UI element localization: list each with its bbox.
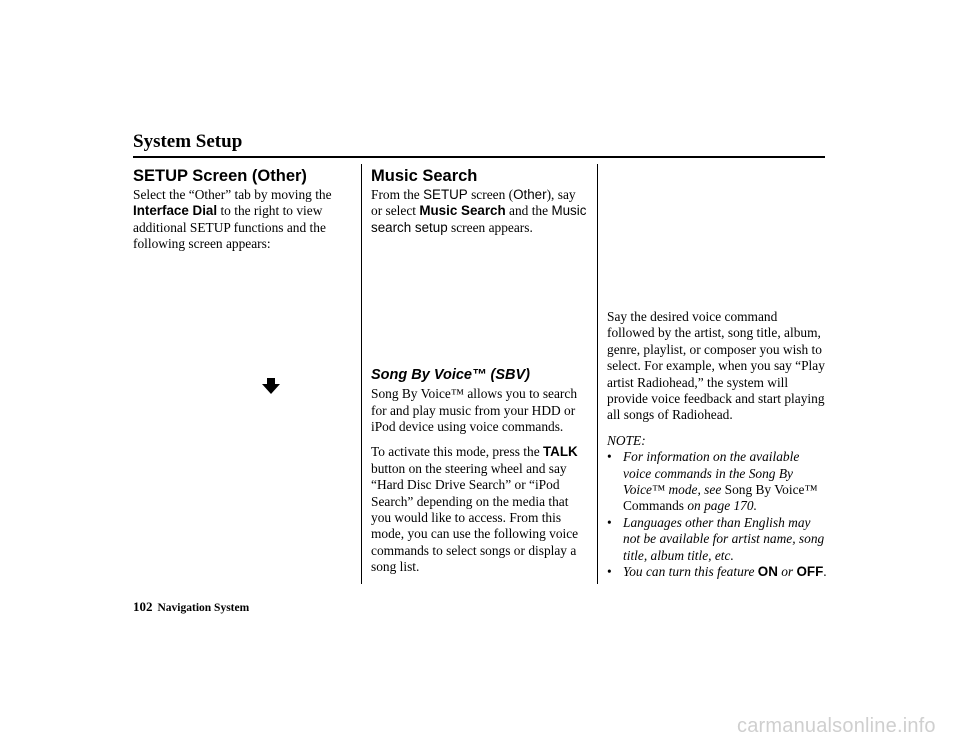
column-divider-1 bbox=[361, 164, 362, 584]
music-search-paragraph bbox=[371, 187, 589, 236]
screen-image-placeholder bbox=[371, 236, 589, 366]
bullet: • bbox=[607, 564, 612, 580]
text-run: screen ( bbox=[467, 187, 514, 202]
text-run: button on the steering wheel and say “Hard Disc Drive Search” or “iPod Search” depending on the media that you would like to access. From this mode, you can use the following voice commands to select songs or display a song list. bbox=[371, 460, 579, 575]
setup-other-paragraph bbox=[133, 187, 345, 253]
voice-command-paragraph: Say the desired voice command followed by the artist, song title, album, genre, playlist, or composer you wish to select. For example, when you say “Play artist Radiohead,” the system will provide voice feedback and start playing all songs of Radiohead. bbox=[607, 309, 825, 423]
note-label: NOTE: bbox=[607, 432, 646, 448]
text-run: You can turn this feature bbox=[623, 564, 758, 580]
interface-dial-label: Interface Dial bbox=[133, 203, 218, 219]
note-list bbox=[607, 449, 827, 580]
text-run: or bbox=[777, 564, 797, 580]
text-run: on page 170. bbox=[684, 498, 757, 514]
talk-button-label: TALK bbox=[542, 444, 578, 460]
music-search-setup-label: Music search setup bbox=[371, 203, 587, 235]
section-heading-setup-other: SETUP Screen (Other) bbox=[133, 167, 307, 185]
header-rule bbox=[133, 156, 825, 158]
setup-label: SETUP bbox=[423, 187, 468, 202]
footer-label: Navigation System bbox=[157, 602, 250, 614]
text-run: ), say or select bbox=[371, 187, 576, 219]
other-label: Other bbox=[513, 187, 547, 202]
column-music-search bbox=[371, 166, 589, 576]
note-item bbox=[607, 449, 827, 515]
subheading-song-by-voice: Song By Voice™ (SBV) bbox=[371, 367, 530, 384]
sbv-activate-paragraph bbox=[371, 444, 589, 575]
text-run: For information on the available voice commands in the Song By Voice™ mode, see bbox=[623, 449, 800, 498]
column-voice-command bbox=[607, 309, 827, 581]
sbv-intro-paragraph: Song By Voice™ allows you to search for and play music from your HDD or iPod device using voice commands. bbox=[371, 386, 578, 435]
text-run: To activate this mode, press the bbox=[371, 444, 543, 460]
page-title: System Setup bbox=[133, 131, 243, 152]
off-label: OFF bbox=[796, 564, 824, 580]
page-number: 102 bbox=[133, 599, 153, 614]
text-run: to the right to view additional SETUP functions and the following screen appears: bbox=[133, 203, 326, 252]
text-run: From the bbox=[371, 187, 424, 202]
bullet: • bbox=[607, 449, 612, 465]
column-setup-other bbox=[133, 166, 345, 253]
column-divider-2 bbox=[597, 164, 598, 584]
on-label: ON bbox=[757, 564, 778, 580]
bullet: • bbox=[607, 514, 612, 530]
music-search-label: Music Search bbox=[419, 203, 506, 219]
text-run: Languages other than English may not be available for artist name, song title, album title, etc. bbox=[623, 514, 825, 563]
text-run: and the bbox=[505, 203, 552, 219]
section-heading-music-search: Music Search bbox=[371, 167, 478, 185]
text-run: Select the “Other” tab by moving the bbox=[133, 187, 332, 202]
text-run: screen appears. bbox=[447, 219, 533, 235]
page-reference-link: Song By Voice™ Commands bbox=[623, 482, 818, 514]
text-run: . bbox=[823, 564, 827, 580]
arrow-down-icon bbox=[262, 378, 280, 394]
note-item bbox=[607, 515, 827, 564]
note-item bbox=[607, 564, 827, 580]
page-footer bbox=[133, 599, 249, 615]
watermark: carmanualsonline.info bbox=[737, 715, 936, 737]
